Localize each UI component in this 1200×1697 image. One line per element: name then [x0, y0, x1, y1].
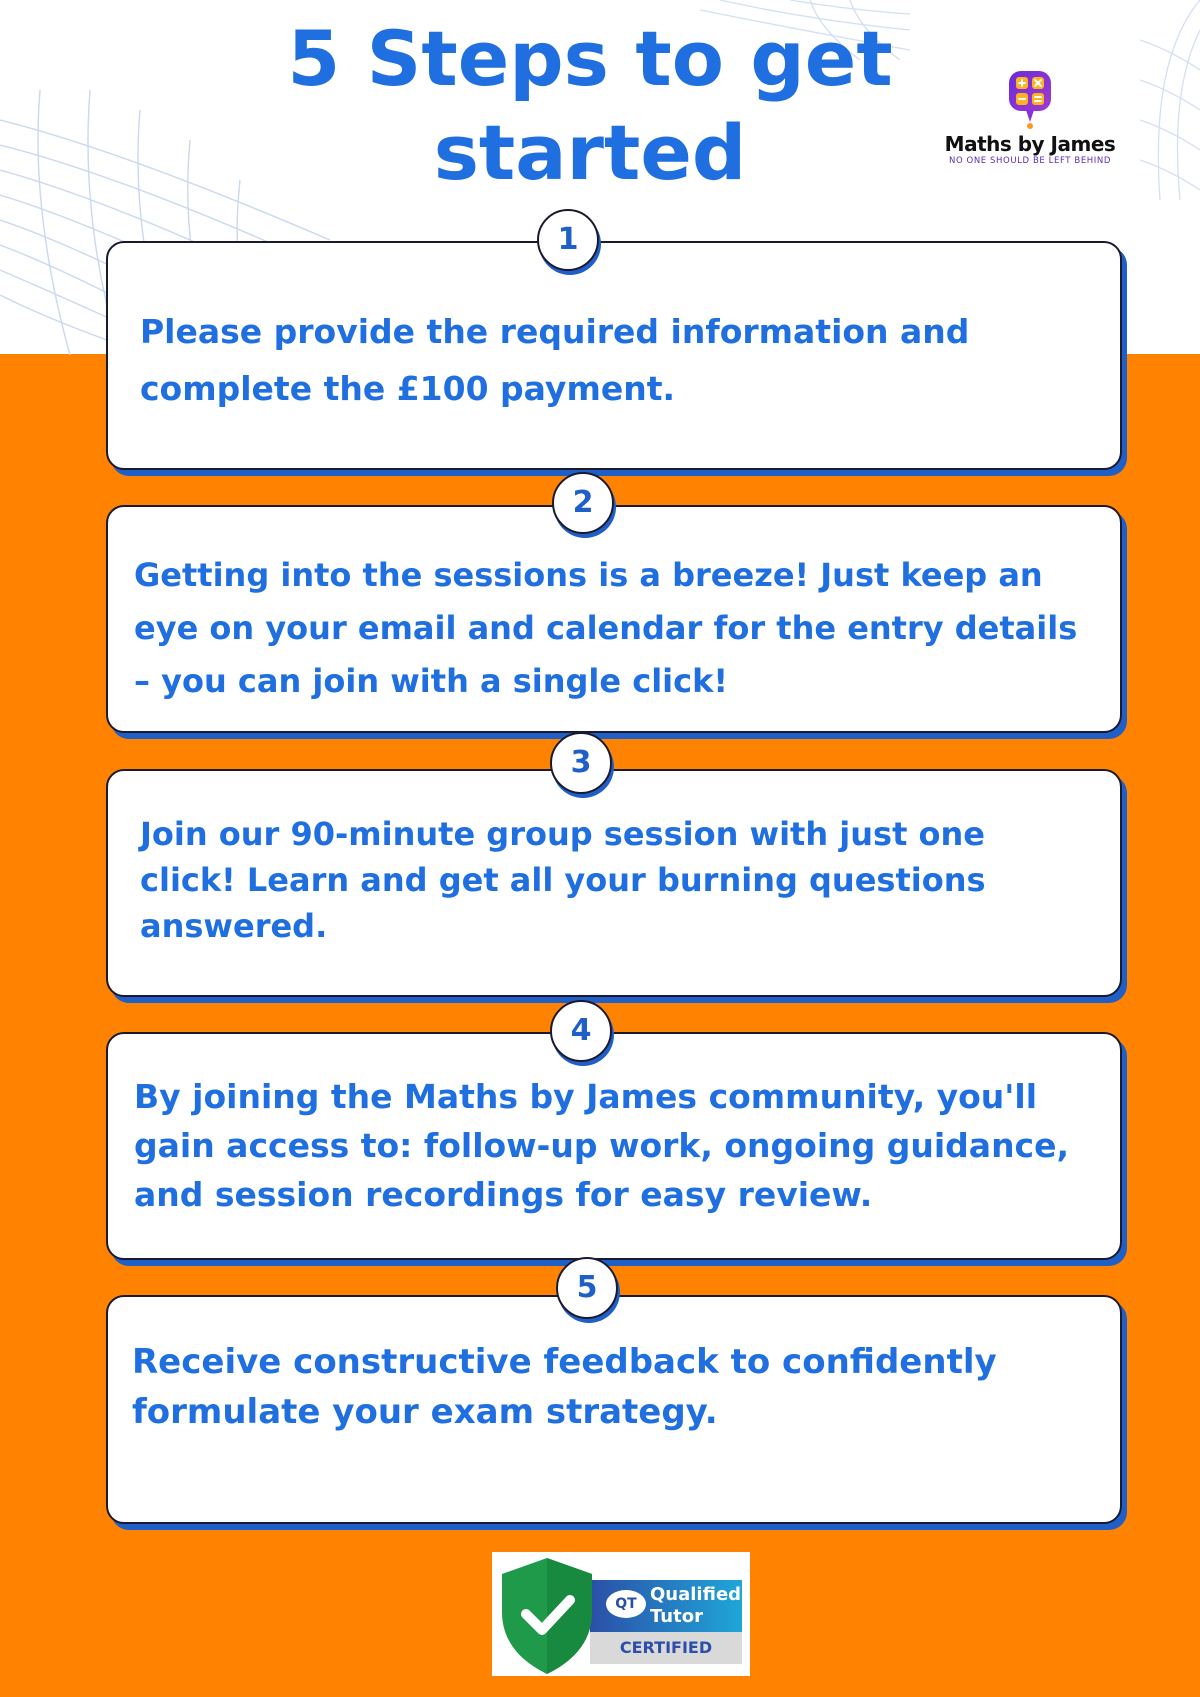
logo-tagline: NO ONE SHOULD BE LEFT BEHIND	[948, 156, 1111, 166]
step-number-badge-2: 2	[552, 472, 614, 534]
step-card-5	[106, 1295, 1122, 1524]
qualified-tutor-certified-badge	[492, 1552, 750, 1676]
certified-label: CERTIFIED	[619, 1638, 713, 1657]
step-card-2	[106, 505, 1122, 733]
logo-name: Maths by James	[944, 132, 1116, 156]
qt-mark: QT	[615, 1596, 637, 1612]
step-number-badge-1: 1	[537, 209, 599, 271]
step-card-1	[106, 241, 1122, 470]
title-line-2: started	[433, 108, 747, 197]
page-title	[260, 12, 920, 200]
step-card-3	[106, 769, 1122, 997]
step-number-badge-3: 3	[550, 732, 612, 794]
tutor-label: Tutor	[650, 1606, 703, 1627]
step-2-text: Getting into the sessions is a breeze! Just keep an eye on your email and calendar for the entry details – you can join with a single click!	[134, 556, 1078, 700]
qualified-label: Qualified	[650, 1584, 742, 1605]
step-4-text: By joining the Maths by James community, you'll gain access to: follow-up work, ongoing guidance, and session recordings for easy review.	[134, 1077, 1070, 1214]
step-1-text: Please provide the required information and complete the £100 payment.	[140, 312, 970, 408]
wave-pattern-right	[1140, 0, 1200, 200]
calculator-speech-bubble-icon	[1008, 70, 1052, 130]
title-line-1: 5 Steps to get	[287, 14, 893, 103]
step-5-text: Receive constructive feedback to confidently formulate your exam strategy.	[132, 1342, 997, 1432]
maths-by-james-logo	[940, 68, 1120, 168]
shield-check-icon	[492, 1552, 602, 1676]
step-number-badge-4: 4	[550, 1000, 612, 1062]
step-3-text: Join our 90-minute group session with just one click! Learn and get all your burning questions answered.	[140, 815, 986, 945]
step-number-badge-5: 5	[556, 1257, 618, 1319]
step-card-4	[106, 1032, 1122, 1260]
